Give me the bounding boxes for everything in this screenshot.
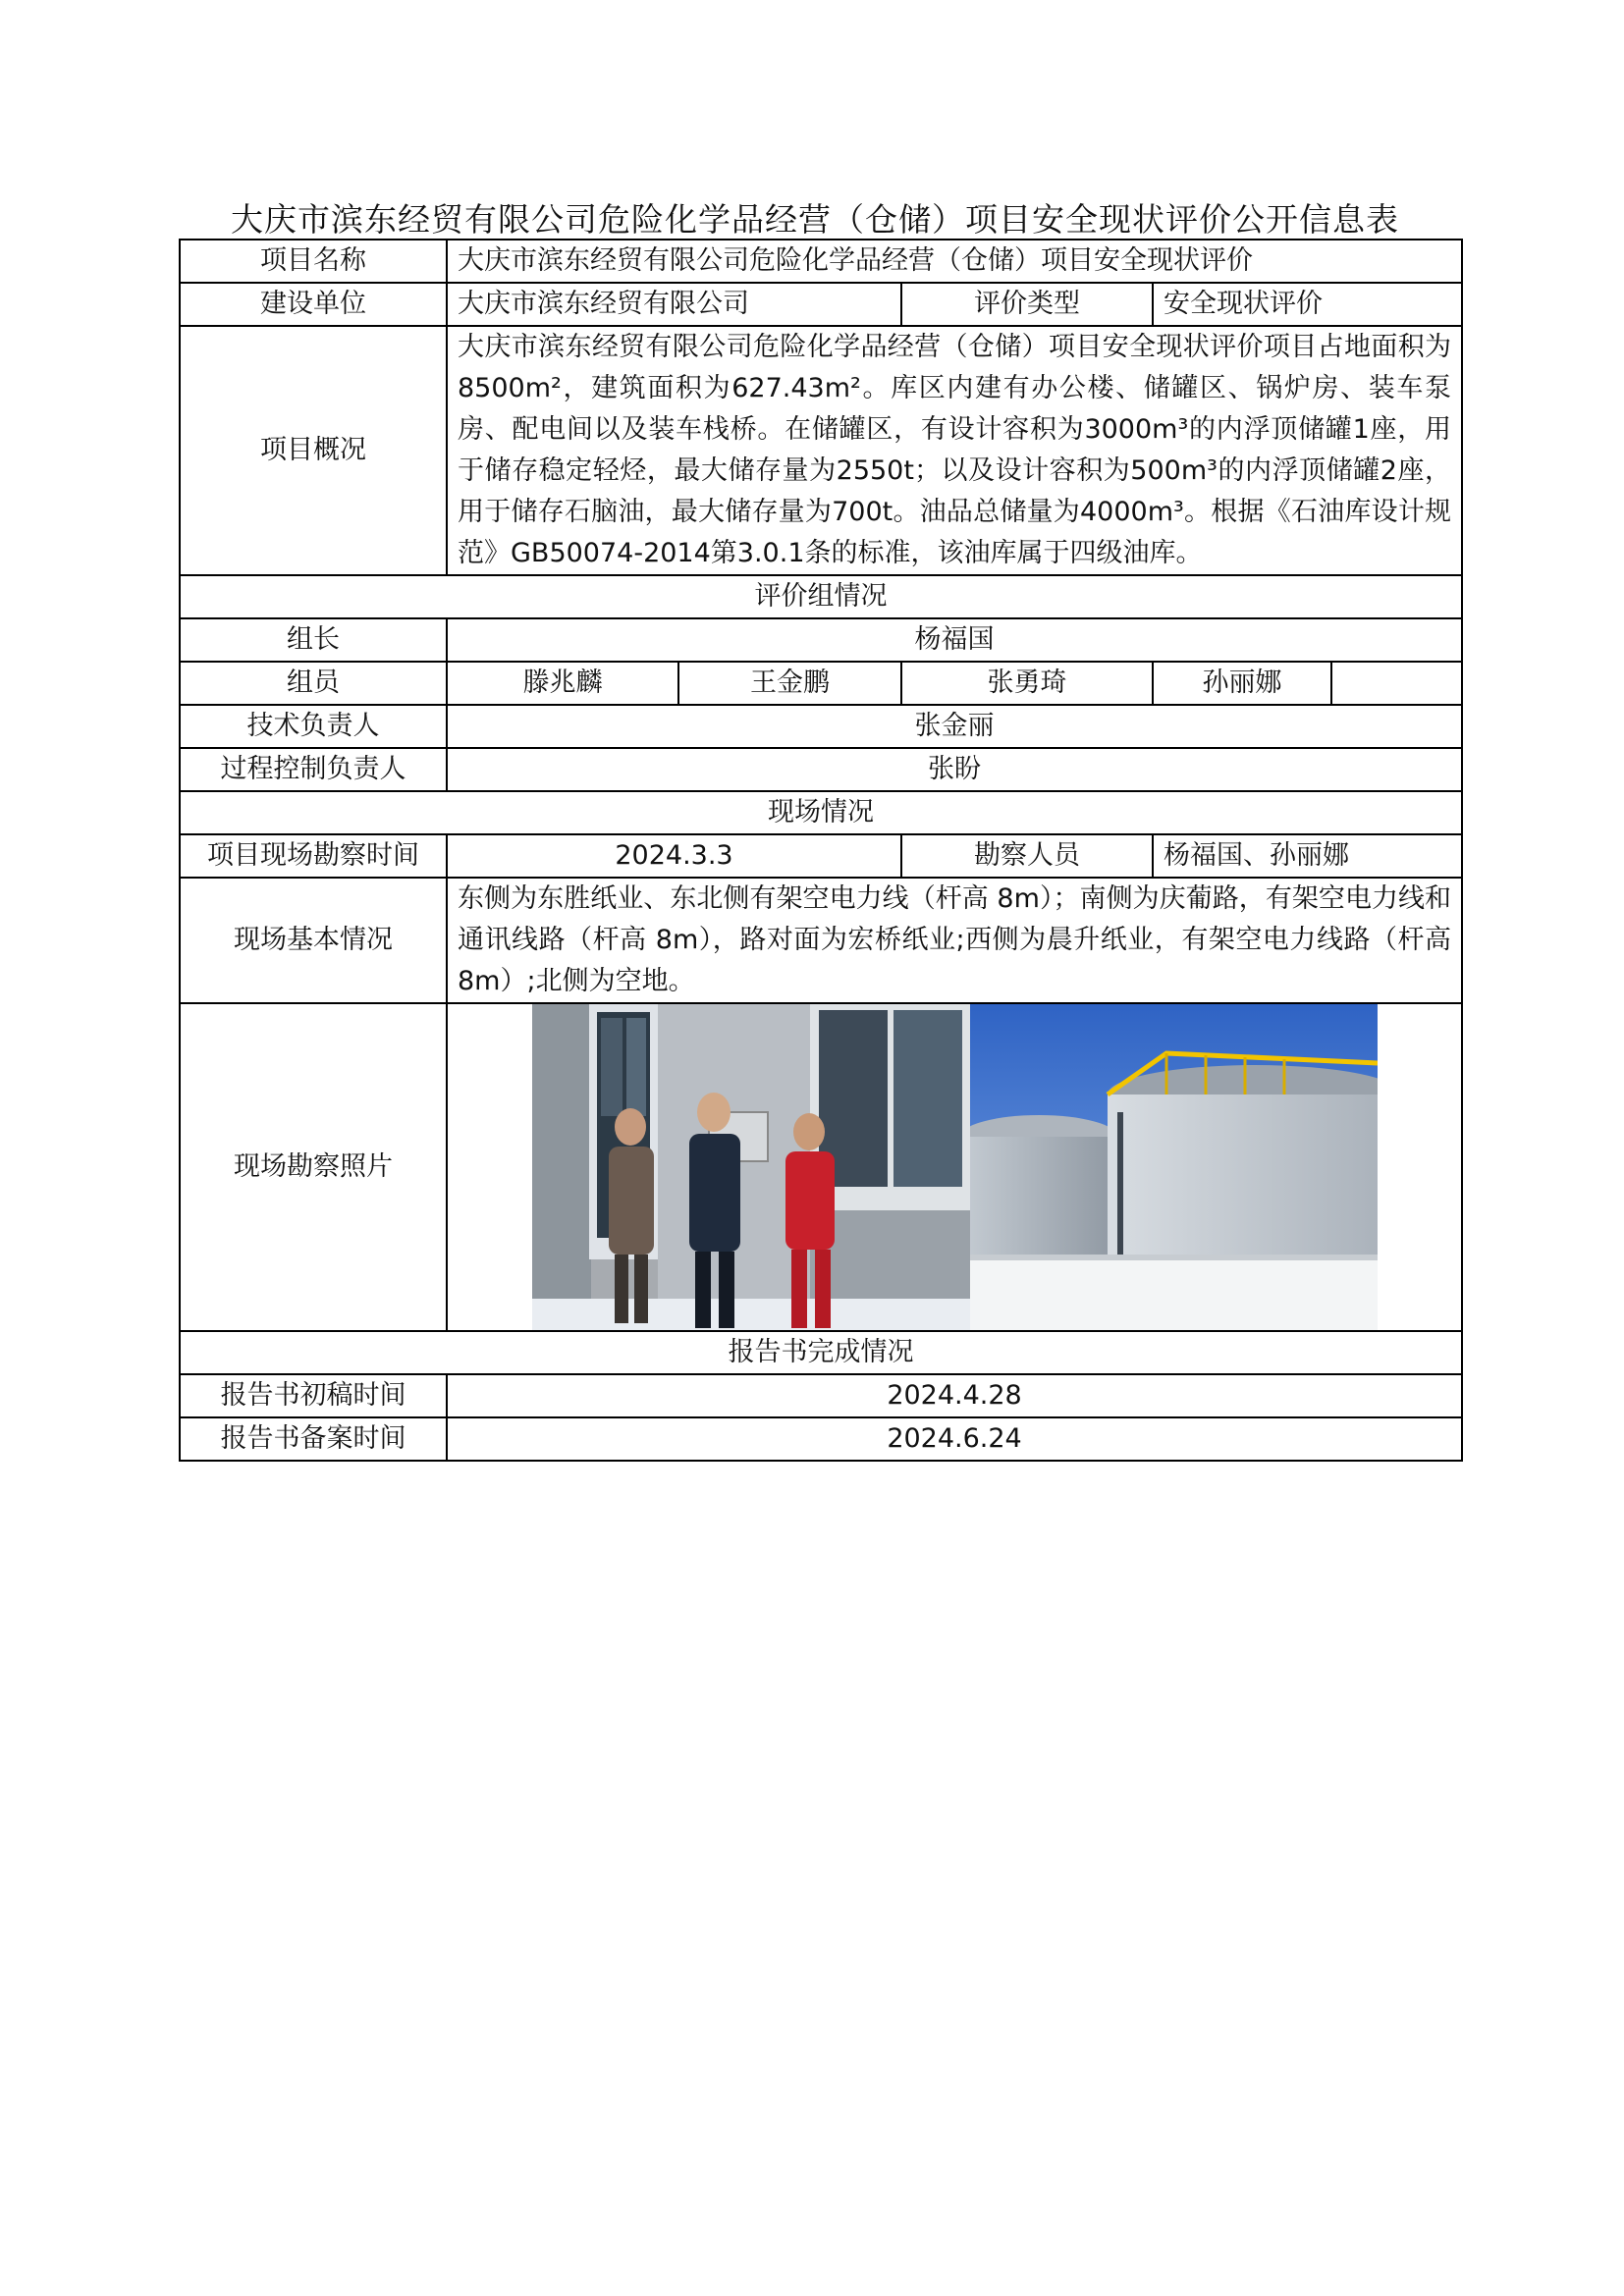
- surveyors-label: 勘察人员: [901, 834, 1153, 878]
- member-2: 王金鹏: [678, 662, 901, 705]
- leader-label: 组长: [180, 618, 447, 662]
- photos-strip: [458, 1004, 1451, 1330]
- row-site-section: [180, 791, 1462, 834]
- process-value: 张盼: [447, 748, 1462, 791]
- info-table: [179, 239, 1463, 1462]
- site-photo-tanks: [970, 1004, 1378, 1330]
- member-1: 滕兆麟: [447, 662, 678, 705]
- site-photo-people: [532, 1004, 970, 1330]
- photos-cell: [447, 1003, 1462, 1331]
- member-3: 张勇琦: [901, 662, 1153, 705]
- overview-value: 大庆市滨东经贸有限公司危险化学品经营（仓储）项目安全现状评价项目占地面积为8500m²，建筑面积为627.43m²。库区内建有办公楼、储罐区、锅炉房、装车泵房、配电间以及装车栈桥。在储罐区，有设计容积为3000m³的内浮顶储罐1座，用于储存稳定轻烃，最大储存量为2550t；以及设计容积为500m³的内浮顶储罐2座，用于储存石脑油，最大储存量为700t。油品总储量为4000m³。根据《石油库设计规范》GB50074-2014第3.0.1条的标准，该油库属于四级油库。: [447, 326, 1462, 575]
- leader-value: 杨福国: [447, 618, 1462, 662]
- members-label: 组员: [180, 662, 447, 705]
- draft-label: 报告书初稿时间: [180, 1374, 447, 1417]
- people-photo-illustration: [532, 1004, 970, 1330]
- row-builder: [180, 283, 1462, 326]
- row-leader: [180, 618, 1462, 662]
- row-survey-time: [180, 834, 1462, 878]
- row-site-basic: [180, 878, 1462, 1003]
- eval-type-label: 评价类型: [901, 283, 1153, 326]
- member-4: 孙丽娜: [1154, 663, 1332, 704]
- member-5: [1332, 663, 1461, 704]
- process-label: 过程控制负责人: [180, 748, 447, 791]
- page-title: 大庆市滨东经贸有限公司危险化学品经营（仓储）项目安全现状评价公开信息表: [231, 200, 1399, 239]
- row-draft: [180, 1374, 1462, 1417]
- row-filing: [180, 1417, 1462, 1461]
- photos-label: 现场勘察照片: [180, 1003, 447, 1331]
- site-section-header: 现场情况: [180, 791, 1462, 834]
- row-process: [180, 748, 1462, 791]
- overview-label: 项目概况: [180, 326, 447, 575]
- row-project-name: [180, 240, 1462, 283]
- row-report-section: [180, 1331, 1462, 1374]
- site-basic-value: 东侧为东胜纸业、东北侧有架空电力线（杆高 8m）；南侧为庆葡路，有架空电力线和通讯线路（杆高 8m），路对面为宏桥纸业;西侧为晨升纸业，有架空电力线路（杆高 8m）;北侧为空地。: [447, 878, 1462, 1003]
- project-name-value: 大庆市滨东经贸有限公司危险化学品经营（仓储）项目安全现状评价: [447, 240, 1462, 283]
- survey-time-value: 2024.3.3: [447, 834, 901, 878]
- site-basic-label: 现场基本情况: [180, 878, 447, 1003]
- tech-label: 技术负责人: [180, 705, 447, 748]
- tech-value: 张金丽: [447, 705, 1462, 748]
- row-photos: [180, 1003, 1462, 1331]
- surveyors-value: 杨福国、孙丽娜: [1153, 834, 1462, 878]
- filing-label: 报告书备案时间: [180, 1417, 447, 1461]
- group-section-header: 评价组情况: [180, 575, 1462, 618]
- row-tech: [180, 705, 1462, 748]
- survey-time-label: 项目现场勘察时间: [180, 834, 447, 878]
- row-members: [180, 662, 1462, 705]
- filing-value: 2024.6.24: [447, 1417, 1462, 1461]
- builder-label: 建设单位: [180, 283, 447, 326]
- row-group-section: [180, 575, 1462, 618]
- draft-value: 2024.4.28: [447, 1374, 1462, 1417]
- eval-type-value: 安全现状评价: [1153, 283, 1462, 326]
- row-overview: [180, 326, 1462, 575]
- project-name-label: 项目名称: [180, 240, 447, 283]
- builder-value: 大庆市滨东经贸有限公司: [447, 283, 901, 326]
- tank-photo-illustration: [970, 1004, 1378, 1330]
- report-section-header: 报告书完成情况: [180, 1331, 1462, 1374]
- member-4-cell: [1153, 662, 1462, 705]
